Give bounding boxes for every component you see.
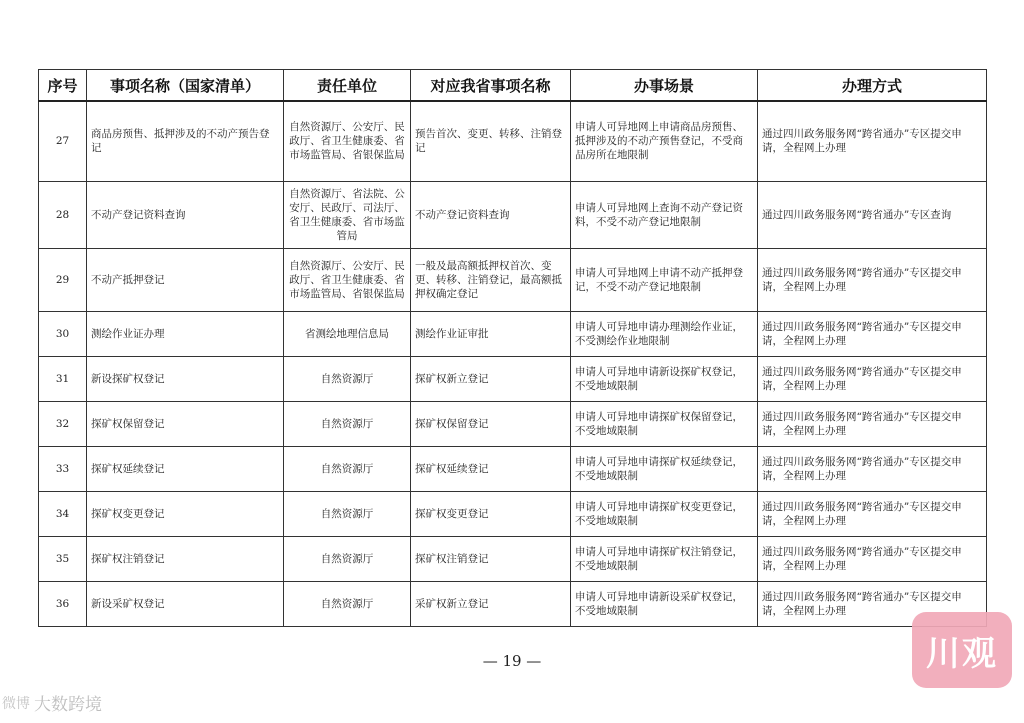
cell-scene: 申请人可异地申请探矿权延续登记，不受地域限制: [571, 446, 758, 491]
cell-provincial-item: 一般及最高额抵押权首次、变更、转移、注销登记，最高额抵押权确定登记: [411, 248, 571, 311]
header-method: 办理方式: [758, 70, 987, 102]
cell-scene: 申请人可异地网上申请商品房预售、抵押涉及的不动产预售登记，不受商品房所在地限制: [571, 101, 758, 181]
cell-unit: 自然资源厅、公安厅、民政厅、省卫生健康委、省市场监管局、省银保监局: [284, 248, 411, 311]
cell-item-name: 探矿权变更登记: [87, 491, 284, 536]
page-number: — 19 —: [482, 652, 542, 670]
cell-provincial-item: 探矿权保留登记: [411, 401, 571, 446]
cell-method: 通过四川政务服务网“跨省通办”专区查询: [758, 181, 987, 248]
cell-seq: 31: [39, 356, 87, 401]
cell-seq: 27: [39, 101, 87, 181]
cell-scene: 申请人可异地申请办理测绘作业证，不受测绘作业地限制: [571, 311, 758, 356]
table-row: [39, 401, 987, 446]
cell-provincial-item: 探矿权新立登记: [411, 356, 571, 401]
table-row: [39, 446, 987, 491]
cell-provincial-item: 预告首次、变更、转移、注销登记: [411, 101, 571, 181]
cell-scene: 申请人可异地申请探矿权保留登记，不受地域限制: [571, 401, 758, 446]
table-row: [39, 248, 987, 311]
cell-item-name: 不动产登记资料查询: [87, 181, 284, 248]
cell-unit: 自然资源厅: [284, 446, 411, 491]
cell-provincial-item: 探矿权延续登记: [411, 446, 571, 491]
cell-provincial-item: 探矿权注销登记: [411, 536, 571, 581]
table-header-row: [39, 70, 987, 102]
cell-scene: 申请人可异地申请探矿权注销登记，不受地域限制: [571, 536, 758, 581]
cell-provincial-item: 采矿权新立登记: [411, 581, 571, 626]
cell-item-name: 商品房预售、抵押涉及的不动产预告登记: [87, 101, 284, 181]
header-item-name: 事项名称（国家清单）: [87, 70, 284, 102]
source-watermark: [2, 690, 102, 715]
header-provincial-item: 对应我省事项名称: [411, 70, 571, 102]
cell-item-name: 测绘作业证办理: [87, 311, 284, 356]
cell-seq: 33: [39, 446, 87, 491]
cell-scene: 申请人可异地申请探矿权变更登记，不受地域限制: [571, 491, 758, 536]
cell-item-name: 新设采矿权登记: [87, 581, 284, 626]
cell-seq: 35: [39, 536, 87, 581]
cell-method: 通过四川政务服务网“跨省通办”专区提交申请，全程网上办理: [758, 101, 987, 181]
cell-seq: 32: [39, 401, 87, 446]
cell-scene: 申请人可异地申请新设采矿权登记，不受地域限制: [571, 581, 758, 626]
cell-seq: 30: [39, 311, 87, 356]
cell-unit: 自然资源厅: [284, 491, 411, 536]
cell-scene: 申请人可异地网上查询不动产登记资料，不受不动产登记地限制: [571, 181, 758, 248]
cell-seq: 28: [39, 181, 87, 248]
chuanguan-logo: [912, 612, 1012, 688]
cell-scene: 申请人可异地申请新设探矿权登记，不受地域限制: [571, 356, 758, 401]
cell-unit: 自然资源厅、省法院、公安厅、民政厅、司法厅、省卫生健康委、省市场监管局: [284, 181, 411, 248]
cell-unit: 自然资源厅: [284, 581, 411, 626]
cell-unit: 自然资源厅: [284, 356, 411, 401]
cell-method: 通过四川政务服务网“跨省通办”专区提交申请，全程网上办理: [758, 581, 987, 626]
table-row: [39, 356, 987, 401]
cell-method: 通过四川政务服务网“跨省通办”专区提交申请，全程网上办理: [758, 446, 987, 491]
logo-text: 川观: [926, 633, 998, 674]
cell-provincial-item: 测绘作业证审批: [411, 311, 571, 356]
table-row: [39, 536, 987, 581]
cell-method: 通过四川政务服务网“跨省通办”专区提交申请，全程网上办理: [758, 401, 987, 446]
cell-method: 通过四川政务服务网“跨省通办”专区提交申请，全程网上办理: [758, 311, 987, 356]
table-row: [39, 491, 987, 536]
cell-item-name: 新设探矿权登记: [87, 356, 284, 401]
cell-item-name: 探矿权注销登记: [87, 536, 284, 581]
items-table: [38, 69, 987, 627]
weibo-icon: 微博: [2, 695, 30, 712]
cell-item-name: 探矿权保留登记: [87, 401, 284, 446]
cell-method: 通过四川政务服务网“跨省通办”专区提交申请，全程网上办理: [758, 248, 987, 311]
cell-seq: 34: [39, 491, 87, 536]
cell-scene: 申请人可异地网上申请不动产抵押登记，不受不动产登记地限制: [571, 248, 758, 311]
cell-unit: 自然资源厅、公安厅、民政厅、省卫生健康委、省市场监管局、省银保监局: [284, 101, 411, 181]
cell-method: 通过四川政务服务网“跨省通办”专区提交申请，全程网上办理: [758, 536, 987, 581]
cell-unit: 自然资源厅: [284, 401, 411, 446]
cell-method: 通过四川政务服务网“跨省通办”专区提交申请，全程网上办理: [758, 356, 987, 401]
cell-seq: 29: [39, 248, 87, 311]
table-row: [39, 581, 987, 626]
watermark-text: 大数跨境: [34, 695, 102, 715]
table-row: [39, 181, 987, 248]
cell-method: 通过四川政务服务网“跨省通办”专区提交申请，全程网上办理: [758, 491, 987, 536]
cell-provincial-item: 探矿权变更登记: [411, 491, 571, 536]
cell-unit: 自然资源厅: [284, 536, 411, 581]
cell-item-name: 不动产抵押登记: [87, 248, 284, 311]
cell-seq: 36: [39, 581, 87, 626]
header-scene: 办事场景: [571, 70, 758, 102]
header-seq: 序号: [39, 70, 87, 102]
table-row: [39, 101, 987, 181]
cell-item-name: 探矿权延续登记: [87, 446, 284, 491]
header-unit: 责任单位: [284, 70, 411, 102]
cell-provincial-item: 不动产登记资料查询: [411, 181, 571, 248]
table-row: [39, 311, 987, 356]
cell-unit: 省测绘地理信息局: [284, 311, 411, 356]
